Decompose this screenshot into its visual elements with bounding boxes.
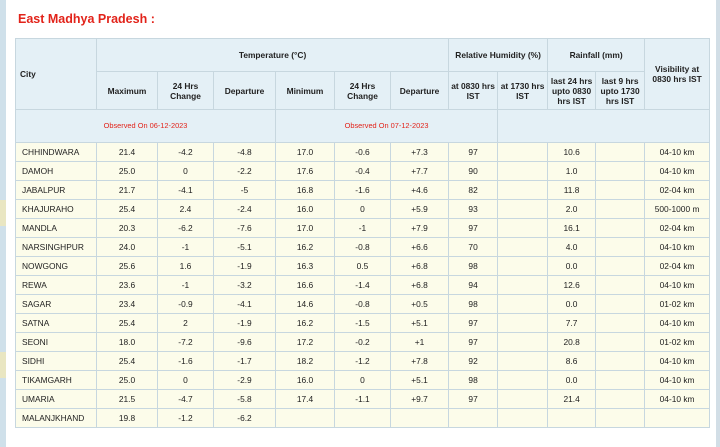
max-temp-cell: 25.4 bbox=[97, 314, 158, 333]
rain-9h-cell bbox=[596, 200, 645, 219]
rain-24h-cell bbox=[548, 409, 596, 428]
observed-min-date: Observed On 07-12-2023 bbox=[276, 110, 498, 143]
min-departure-cell: +6.8 bbox=[391, 257, 449, 276]
max-departure-cell: -3.2 bbox=[214, 276, 276, 295]
max-temp-cell: 25.4 bbox=[97, 352, 158, 371]
min-temp-cell: 16.0 bbox=[276, 371, 335, 390]
col-header-min-departure: Departure bbox=[391, 72, 449, 110]
max-change-cell: -0.9 bbox=[158, 295, 214, 314]
rh-0830-cell bbox=[449, 409, 498, 428]
max-temp-cell: 25.0 bbox=[97, 371, 158, 390]
max-temp-cell: 24.0 bbox=[97, 238, 158, 257]
min-departure-cell: +7.7 bbox=[391, 162, 449, 181]
col-header-rain-24h: last 24 hrs upto 0830 hrs IST bbox=[548, 72, 596, 110]
rh-1730-cell bbox=[498, 295, 548, 314]
min-change-cell bbox=[335, 409, 391, 428]
col-header-rh-1730: at 1730 hrs IST bbox=[498, 72, 548, 110]
rh-1730-cell bbox=[498, 371, 548, 390]
min-change-cell: -1.5 bbox=[335, 314, 391, 333]
min-change-cell: -0.2 bbox=[335, 333, 391, 352]
rain-24h-cell: 7.7 bbox=[548, 314, 596, 333]
rain-24h-cell: 20.8 bbox=[548, 333, 596, 352]
rh-1730-cell bbox=[498, 238, 548, 257]
rain-9h-cell bbox=[596, 162, 645, 181]
visibility-cell: 02-04 km bbox=[645, 181, 710, 200]
rh-0830-cell: 94 bbox=[449, 276, 498, 295]
max-departure-cell: -5.8 bbox=[214, 390, 276, 409]
visibility-cell bbox=[645, 409, 710, 428]
min-temp-cell: 17.6 bbox=[276, 162, 335, 181]
min-change-cell: -1.2 bbox=[335, 352, 391, 371]
min-change-cell: -1 bbox=[335, 219, 391, 238]
min-departure-cell: +7.3 bbox=[391, 143, 449, 162]
max-departure-cell: -6.2 bbox=[214, 409, 276, 428]
min-temp-cell: 14.6 bbox=[276, 295, 335, 314]
visibility-cell: 02-04 km bbox=[645, 257, 710, 276]
max-departure-cell: -1.9 bbox=[214, 257, 276, 276]
visibility-cell: 04-10 km bbox=[645, 390, 710, 409]
table-row bbox=[16, 333, 710, 352]
visibility-cell: 04-10 km bbox=[645, 352, 710, 371]
rain-9h-cell bbox=[596, 219, 645, 238]
max-departure-cell: -1.7 bbox=[214, 352, 276, 371]
visibility-cell: 500-1000 m bbox=[645, 200, 710, 219]
max-temp-cell: 21.4 bbox=[97, 143, 158, 162]
max-change-cell: -4.2 bbox=[158, 143, 214, 162]
rh-0830-cell: 92 bbox=[449, 352, 498, 371]
rain-24h-cell: 2.0 bbox=[548, 200, 596, 219]
max-change-cell: -1 bbox=[158, 276, 214, 295]
min-change-cell: 0 bbox=[335, 200, 391, 219]
rain-9h-cell bbox=[596, 333, 645, 352]
min-change-cell: -1.1 bbox=[335, 390, 391, 409]
rain-24h-cell: 4.0 bbox=[548, 238, 596, 257]
rh-1730-cell bbox=[498, 276, 548, 295]
max-change-cell: 0 bbox=[158, 371, 214, 390]
rain-9h-cell bbox=[596, 276, 645, 295]
city-cell: UMARIA bbox=[16, 390, 97, 409]
max-change-cell: -7.2 bbox=[158, 333, 214, 352]
max-departure-cell: -5.1 bbox=[214, 238, 276, 257]
rh-0830-cell: 98 bbox=[449, 257, 498, 276]
rh-0830-cell: 93 bbox=[449, 200, 498, 219]
min-temp-cell: 17.0 bbox=[276, 143, 335, 162]
max-temp-cell: 25.6 bbox=[97, 257, 158, 276]
rain-9h-cell bbox=[596, 143, 645, 162]
min-change-cell: 0.5 bbox=[335, 257, 391, 276]
city-cell: JABALPUR bbox=[16, 181, 97, 200]
max-change-cell: 2.4 bbox=[158, 200, 214, 219]
min-change-cell: -0.4 bbox=[335, 162, 391, 181]
min-temp-cell: 18.2 bbox=[276, 352, 335, 371]
max-temp-cell: 21.5 bbox=[97, 390, 158, 409]
table-body bbox=[16, 143, 710, 428]
city-cell: CHHINDWARA bbox=[16, 143, 97, 162]
rh-0830-cell: 70 bbox=[449, 238, 498, 257]
rh-1730-cell bbox=[498, 409, 548, 428]
rh-1730-cell bbox=[498, 181, 548, 200]
min-departure-cell: +5.1 bbox=[391, 314, 449, 333]
min-temp-cell: 16.0 bbox=[276, 200, 335, 219]
visibility-cell: 02-04 km bbox=[645, 219, 710, 238]
max-departure-cell: -4.8 bbox=[214, 143, 276, 162]
min-change-cell: -1.4 bbox=[335, 276, 391, 295]
table-row bbox=[16, 371, 710, 390]
table-row bbox=[16, 276, 710, 295]
min-departure-cell: +5.9 bbox=[391, 200, 449, 219]
right-page-border bbox=[716, 0, 720, 447]
min-departure-cell: +7.9 bbox=[391, 219, 449, 238]
rain-9h-cell bbox=[596, 238, 645, 257]
visibility-cell: 04-10 km bbox=[645, 276, 710, 295]
max-temp-cell: 19.8 bbox=[97, 409, 158, 428]
rh-1730-cell bbox=[498, 143, 548, 162]
observed-row bbox=[16, 110, 710, 143]
rain-9h-cell bbox=[596, 181, 645, 200]
rain-9h-cell bbox=[596, 371, 645, 390]
min-change-cell: -0.8 bbox=[335, 295, 391, 314]
max-temp-cell: 25.4 bbox=[97, 200, 158, 219]
observed-max-date: Observed On 06-12-2023 bbox=[16, 110, 276, 143]
max-departure-cell: -1.9 bbox=[214, 314, 276, 333]
max-temp-cell: 21.7 bbox=[97, 181, 158, 200]
col-header-max-departure: Departure bbox=[214, 72, 276, 110]
visibility-cell: 01-02 km bbox=[645, 333, 710, 352]
max-departure-cell: -7.6 bbox=[214, 219, 276, 238]
col-header-city: City bbox=[16, 39, 97, 110]
city-cell: REWA bbox=[16, 276, 97, 295]
border-marker bbox=[0, 352, 6, 378]
table-row bbox=[16, 257, 710, 276]
left-page-border bbox=[0, 0, 6, 447]
table-row bbox=[16, 409, 710, 428]
max-change-cell: -1 bbox=[158, 238, 214, 257]
min-temp-cell: 16.3 bbox=[276, 257, 335, 276]
section-title: East Madhya Pradesh : bbox=[18, 12, 155, 26]
border-marker bbox=[0, 200, 6, 226]
table-row bbox=[16, 238, 710, 257]
rh-1730-cell bbox=[498, 390, 548, 409]
rain-24h-cell: 12.6 bbox=[548, 276, 596, 295]
table-row bbox=[16, 143, 710, 162]
max-temp-cell: 20.3 bbox=[97, 219, 158, 238]
rain-24h-cell: 0.0 bbox=[548, 371, 596, 390]
max-departure-cell: -9.6 bbox=[214, 333, 276, 352]
max-departure-cell: -2.9 bbox=[214, 371, 276, 390]
max-temp-cell: 23.6 bbox=[97, 276, 158, 295]
rh-0830-cell: 98 bbox=[449, 295, 498, 314]
rh-0830-cell: 82 bbox=[449, 181, 498, 200]
max-change-cell: -1.6 bbox=[158, 352, 214, 371]
min-departure-cell: +9.7 bbox=[391, 390, 449, 409]
visibility-cell: 01-02 km bbox=[645, 295, 710, 314]
min-departure-cell: +6.8 bbox=[391, 276, 449, 295]
visibility-cell: 04-10 km bbox=[645, 143, 710, 162]
max-change-cell: -1.2 bbox=[158, 409, 214, 428]
rh-0830-cell: 97 bbox=[449, 333, 498, 352]
rh-0830-cell: 97 bbox=[449, 314, 498, 333]
min-temp-cell: 17.2 bbox=[276, 333, 335, 352]
min-departure-cell: +4.6 bbox=[391, 181, 449, 200]
max-departure-cell: -5 bbox=[214, 181, 276, 200]
rain-24h-cell: 8.6 bbox=[548, 352, 596, 371]
max-temp-cell: 23.4 bbox=[97, 295, 158, 314]
max-change-cell: 2 bbox=[158, 314, 214, 333]
col-header-rainfall: Rainfall (mm) bbox=[548, 39, 645, 72]
min-departure-cell: +7.8 bbox=[391, 352, 449, 371]
city-cell: MALANJKHAND bbox=[16, 409, 97, 428]
col-header-max-change: 24 Hrs Change bbox=[158, 72, 214, 110]
max-change-cell: -4.1 bbox=[158, 181, 214, 200]
min-temp-cell bbox=[276, 409, 335, 428]
max-change-cell: 1.6 bbox=[158, 257, 214, 276]
rh-1730-cell bbox=[498, 333, 548, 352]
min-temp-cell: 16.8 bbox=[276, 181, 335, 200]
rh-1730-cell bbox=[498, 162, 548, 181]
city-cell: DAMOH bbox=[16, 162, 97, 181]
rain-24h-cell: 21.4 bbox=[548, 390, 596, 409]
visibility-cell: 04-10 km bbox=[645, 371, 710, 390]
rh-1730-cell bbox=[498, 352, 548, 371]
observed-blank bbox=[498, 110, 710, 143]
rain-9h-cell bbox=[596, 314, 645, 333]
rh-1730-cell bbox=[498, 314, 548, 333]
max-temp-cell: 25.0 bbox=[97, 162, 158, 181]
city-cell: KHAJURAHO bbox=[16, 200, 97, 219]
city-cell: SIDHI bbox=[16, 352, 97, 371]
min-temp-cell: 16.2 bbox=[276, 314, 335, 333]
rh-0830-cell: 97 bbox=[449, 219, 498, 238]
table-row bbox=[16, 314, 710, 333]
city-cell: SEONI bbox=[16, 333, 97, 352]
rh-1730-cell bbox=[498, 257, 548, 276]
rh-0830-cell: 97 bbox=[449, 143, 498, 162]
visibility-cell: 04-10 km bbox=[645, 162, 710, 181]
col-header-visibility: Visibility at 0830 hrs IST bbox=[645, 39, 710, 110]
rh-0830-cell: 98 bbox=[449, 371, 498, 390]
max-departure-cell: -2.4 bbox=[214, 200, 276, 219]
col-header-temperature: Temperature (°C) bbox=[97, 39, 449, 72]
max-temp-cell: 18.0 bbox=[97, 333, 158, 352]
rh-1730-cell bbox=[498, 219, 548, 238]
max-change-cell: -6.2 bbox=[158, 219, 214, 238]
city-cell: SAGAR bbox=[16, 295, 97, 314]
table-row bbox=[16, 295, 710, 314]
rain-24h-cell: 16.1 bbox=[548, 219, 596, 238]
col-header-rh-0830: at 0830 hrs IST bbox=[449, 72, 498, 110]
min-departure-cell: +1 bbox=[391, 333, 449, 352]
table-row bbox=[16, 352, 710, 371]
min-temp-cell: 16.2 bbox=[276, 238, 335, 257]
rh-0830-cell: 90 bbox=[449, 162, 498, 181]
rain-9h-cell bbox=[596, 352, 645, 371]
col-header-minimum: Minimum bbox=[276, 72, 335, 110]
table-row bbox=[16, 200, 710, 219]
col-header-maximum: Maximum bbox=[97, 72, 158, 110]
city-cell: TIKAMGARH bbox=[16, 371, 97, 390]
max-change-cell: -4.7 bbox=[158, 390, 214, 409]
rain-9h-cell bbox=[596, 257, 645, 276]
col-header-rain-9h: last 9 hrs upto 1730 hrs IST bbox=[596, 72, 645, 110]
weather-table bbox=[15, 38, 710, 428]
table-row bbox=[16, 390, 710, 409]
table-row bbox=[16, 162, 710, 181]
table-row bbox=[16, 219, 710, 238]
rain-24h-cell: 11.8 bbox=[548, 181, 596, 200]
min-departure-cell bbox=[391, 409, 449, 428]
min-change-cell: 0 bbox=[335, 371, 391, 390]
min-temp-cell: 17.4 bbox=[276, 390, 335, 409]
rain-24h-cell: 0.0 bbox=[548, 295, 596, 314]
max-change-cell: 0 bbox=[158, 162, 214, 181]
city-cell: SATNA bbox=[16, 314, 97, 333]
header-sub-row bbox=[16, 72, 710, 110]
rain-24h-cell: 1.0 bbox=[548, 162, 596, 181]
min-departure-cell: +0.5 bbox=[391, 295, 449, 314]
rain-9h-cell bbox=[596, 390, 645, 409]
rain-24h-cell: 0.0 bbox=[548, 257, 596, 276]
city-cell: MANDLA bbox=[16, 219, 97, 238]
col-header-min-change: 24 Hrs Change bbox=[335, 72, 391, 110]
rh-0830-cell: 97 bbox=[449, 390, 498, 409]
table-row bbox=[16, 181, 710, 200]
rain-9h-cell bbox=[596, 409, 645, 428]
min-change-cell: -0.6 bbox=[335, 143, 391, 162]
min-departure-cell: +6.6 bbox=[391, 238, 449, 257]
visibility-cell: 04-10 km bbox=[645, 314, 710, 333]
max-departure-cell: -4.1 bbox=[214, 295, 276, 314]
col-header-humidity: Relative Humidity (%) bbox=[449, 39, 548, 72]
rain-9h-cell bbox=[596, 295, 645, 314]
min-change-cell: -1.6 bbox=[335, 181, 391, 200]
min-change-cell: -0.8 bbox=[335, 238, 391, 257]
max-departure-cell: -2.2 bbox=[214, 162, 276, 181]
rh-1730-cell bbox=[498, 200, 548, 219]
min-temp-cell: 16.6 bbox=[276, 276, 335, 295]
min-departure-cell: +5.1 bbox=[391, 371, 449, 390]
rain-24h-cell: 10.6 bbox=[548, 143, 596, 162]
header-group-row bbox=[16, 39, 710, 72]
city-cell: NARSINGHPUR bbox=[16, 238, 97, 257]
city-cell: NOWGONG bbox=[16, 257, 97, 276]
min-temp-cell: 17.0 bbox=[276, 219, 335, 238]
visibility-cell: 04-10 km bbox=[645, 238, 710, 257]
